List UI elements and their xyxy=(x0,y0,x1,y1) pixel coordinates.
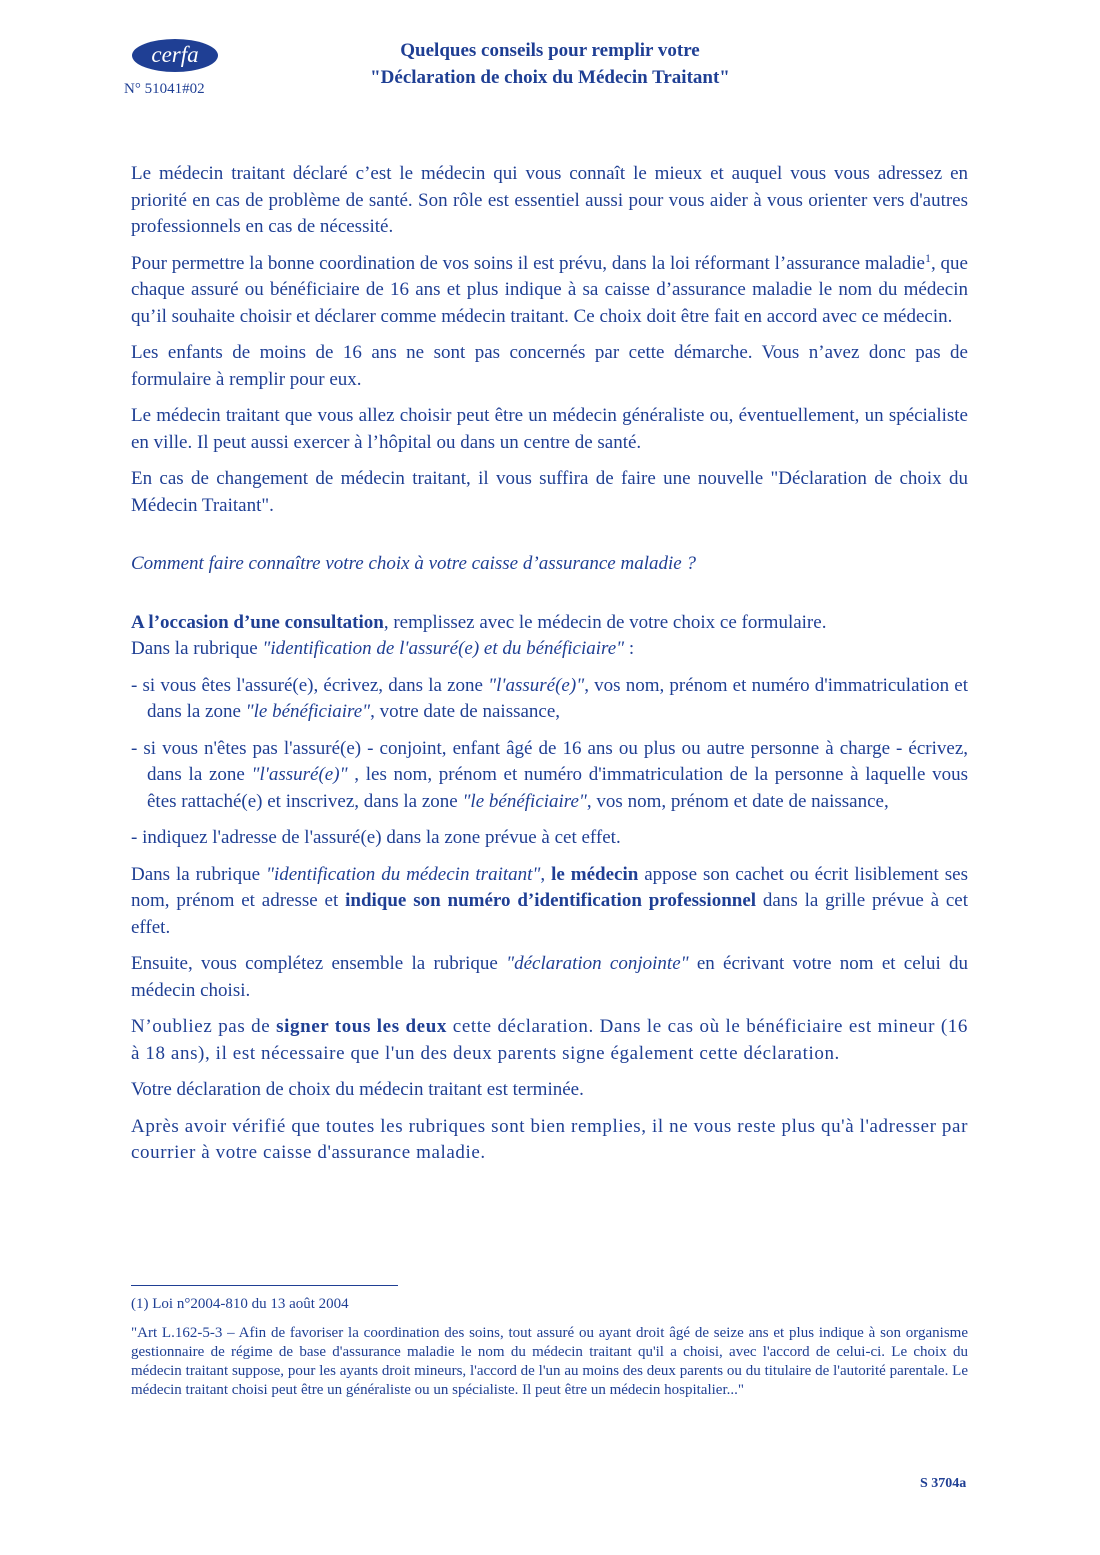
cerfa-logo xyxy=(131,38,219,73)
medecin-paragraph: Dans la rubrique "identification du médecin traitant", le médecin appose son cachet ou écrit lisiblement ses nom, prénom et adresse et indique son numéro d’identification professionnel dans la grille prévue à cet effet. xyxy=(131,863,969,938)
title-line-2: "Déclaration de choix du Médecin Traitant" xyxy=(370,67,730,88)
intro-paragraph-2: Pour permettre la bonne coordination de vos soins il est prévu, dans la loi réformant l’assurance maladie$^1$, que chaque assuré ou bénéficiaire de 16 ans et plus indique à sa caisse d’assurance maladie le nom du médecin qu’il souhaite choisir et déclarer comme médecin traitant. Ce choix doit être fait en accord avec ce médecin. xyxy=(131,250,968,327)
intro-paragraph-5: En cas de changement de médecin traitant, il vous suffira de faire une nouvelle "Déclaration de choix du Médecin Traitant". xyxy=(131,468,968,516)
footnote-marker: 1 xyxy=(925,250,931,265)
section-question: Comment faire connaître votre choix à votre caisse d’assurance maladie ? xyxy=(131,553,696,574)
title-line-1: Quelques conseils pour remplir votre xyxy=(400,40,700,61)
list-item-non-assure: - si vous n'êtes pas l'assuré(e) - conjoint, enfant âgé de 16 ans ou plus ou autre personne à charge - écrivez, dans la zone "l'assuré(e)" , les nom, prénom et numéro d'immatriculation de la personne à laquelle vous êtes rattaché(e) et inscrivez, dans la zone "le bénéficiaire", vos nom, prénom et date de naissance, xyxy=(131,737,968,812)
send-paragraph: Après avoir vérifié que toutes les rubriques sont bien remplies, il ne vous reste plus qu'à l'adresser par courrier à votre caisse d'assurance maladie. xyxy=(131,1115,968,1163)
footnote xyxy=(131,1295,968,1410)
done-paragraph: Votre déclaration de choix du médecin traitant est terminée. xyxy=(131,1079,584,1100)
form-reference: S 3704a xyxy=(920,1476,967,1491)
signature-paragraph: N’oubliez pas de signer tous les deux cette déclaration. Dans le cas où le bénéficiaire est mineur (16 à 18 ans), il est nécessaire que l'un des deux parents signe également cette déclaration. xyxy=(131,1016,968,1064)
list-item-assure: - si vous êtes l'assuré(e), écrivez, dans la zone "l'assuré(e)", vos nom, prénom et numéro d'immatriculation et dans la zone "le bénéficiaire", votre date de naissance, xyxy=(131,674,968,722)
cerfa-logo-text: cerfa xyxy=(151,42,199,67)
consultation-line: A l’occasion d’une consultation, remplissez avec le médecin de votre choix ce formulaire. xyxy=(131,611,827,633)
list-item-adresse: - indiquez l'adresse de l'assuré(e) dans la zone prévue à cet effet. xyxy=(131,827,621,848)
intro-paragraph-4: Le médecin traitant que vous allez choisir peut être un médecin généraliste ou, éventuellement, un spécialiste en ville. Il peut aussi exercer à l’hôpital ou dans un centre de santé. xyxy=(131,405,968,453)
rubrique-intro: Dans la rubrique "identification de l'assuré(e) et du bénéficiaire" : xyxy=(131,638,635,659)
footnote-reference: (1) Loi n°2004-810 du 13 août 2004 xyxy=(131,1296,349,1312)
main-content xyxy=(131,161,968,1177)
form-number: N° 51041#02 xyxy=(124,81,205,97)
conjointe-paragraph: Ensuite, vous complétez ensemble la rubrique "déclaration conjointe" en écrivant votre nom et celui du médecin choisi. xyxy=(131,953,968,1001)
intro-paragraph-3: Les enfants de moins de 16 ans ne sont pas concernés par cette démarche. Vous n’avez donc pas de formulaire à remplir pour eux. xyxy=(131,342,968,390)
footnote-divider xyxy=(131,1285,398,1286)
intro-paragraph-1: Le médecin traitant déclaré c’est le médecin qui vous connaît le mieux et auquel vous vous adressez en priorité en cas de problème de santé. Son rôle est essentiel aussi pour vous aider à vous orienter vers d'autres professionnels en cas de nécessité. xyxy=(131,163,968,237)
footnote-article: "Art L.162-5-3 – Afin de favoriser la coordination des soins, tout assuré ou ayant droit âgé de seize ans et plus indique à son organisme gestionnaire de régime de base d'assurance maladie le nom du médecin traitant qu'il a choisi, avec l'accord de celui-ci. Le choix du médecin traitant suppose, pour les ayants droit mineurs, l'accord de l'un au moins des deux parents ou du titulaire de l'autorité parentale. Le médecin traitant choisi peut être un généraliste ou un spécialiste. Il peut être un médecin hospitalier..." xyxy=(131,1325,968,1398)
page-title xyxy=(300,37,800,91)
